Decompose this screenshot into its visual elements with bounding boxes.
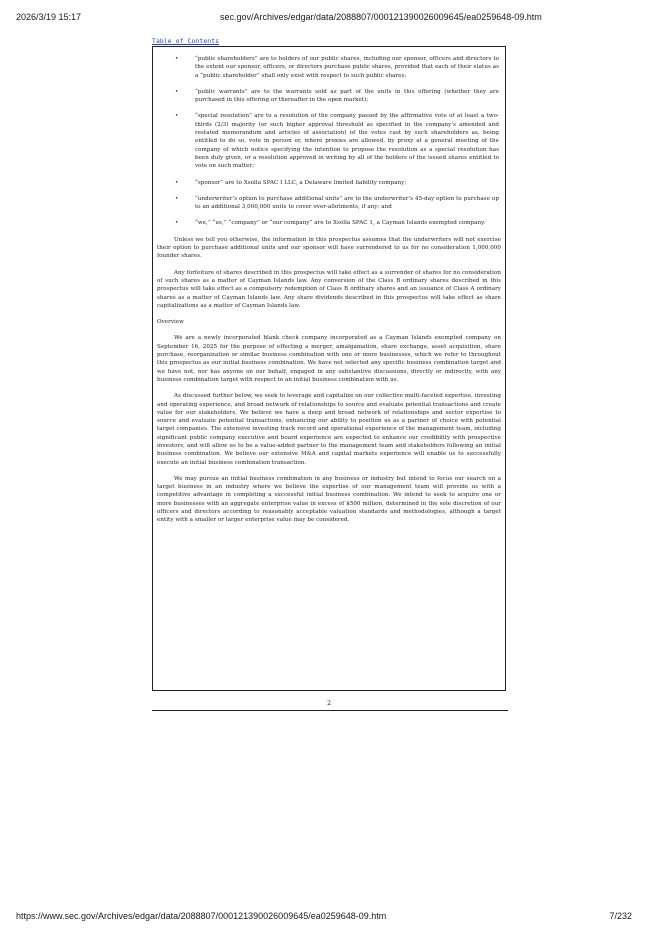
definition-bullet bbox=[157, 88, 501, 105]
page-divider bbox=[152, 710, 508, 711]
page-number: 2 bbox=[327, 700, 331, 707]
definition-bullet bbox=[157, 195, 501, 212]
table-of-contents-link[interactable]: Table of Contents bbox=[152, 37, 220, 45]
overview-heading: Overview bbox=[157, 319, 184, 326]
definition-bullet bbox=[157, 219, 501, 227]
print-timestamp: 2026/3/19 15:17 bbox=[16, 12, 82, 22]
definition-bullet bbox=[157, 179, 501, 187]
bullet-text: “we,” “us,” “company” or “our company” are to Xsolla SPAC 1, a Cayman Islands exempted company. bbox=[195, 220, 486, 227]
overview-paragraph: We may pursue an initial business combination in any business or industry but intend to focus our search on a target business in an industry where we believe the expertise of our management team will provide us with a competitive advantage in completing a successful initial business combination. We intend to seek to acquire one or more businesses with an aggregate enterprise value in excess of $500 million, determined in the sole discretion of our officers and directors according to reasonably acceptable valuation standards and methodologies, although a target entity with a smaller or larger enterprise value may be considered. bbox=[157, 475, 501, 524]
bullet-text: “public shareholders” are to holders of our public shares, including our sponsor, officers and directors to the extent our sponsor, officers, or directors purchase public shares, provided that each of their status as a “public shareholder” shall only exist with respect to such public shares; bbox=[195, 56, 499, 79]
bullet-text: “sponsor” are to Xsolla SPAC I LLC, a Delaware limited liability company; bbox=[195, 179, 407, 186]
bullet-icon: • bbox=[175, 195, 179, 202]
bullet-text: “underwriter’s option to purchase additional units” are to the underwriter’s 45-day option to purchase up to an additional 3,000,000 units to cover over-allotments, if any; and bbox=[195, 195, 499, 211]
intro-paragraph: Unless we tell you otherwise, the information in this prospectus assumes that the underwriters will not exercise their option to purchase additional units and our sponsor will have surrendered to us for no consideration 1,000,000 founder shares. bbox=[157, 236, 501, 260]
print-page-count: 7/232 bbox=[609, 911, 632, 921]
print-footer-url: https://www.sec.gov/Archives/edgar/data/2088807/000121390026009645/ea0259648-09.htm bbox=[16, 911, 387, 921]
print-header-url: sec.gov/Archives/edgar/data/2088807/000121390026009645/ea0259648-09.htm bbox=[220, 12, 542, 22]
bullet-icon: • bbox=[175, 113, 179, 120]
bullet-text: “special resolution” are to a resolution of the company passed by the affirmative vote of at least a two-thirds (2/3) majority (or such higher approval threshold as specified in the company’s amended and restated memorandum and articles of association) of the votes cast by such shareholders as, being entitled to do so, vote in person or, where proxies are allowed, by proxy at a general meeting of the company of which notice specifying the intention to propose the resolution as a special resolution has been duly given, or a resolution approved in writing by all of the holders of the issued shares entitled to vote on such matter; bbox=[195, 113, 499, 170]
bullet-icon: • bbox=[175, 56, 179, 62]
definition-bullet bbox=[157, 112, 501, 170]
definition-bullet bbox=[157, 55, 501, 80]
overview-paragraph: As discussed further below, we seek to leverage and capitalize on our collective multi-faceted expertise, investing and operating experience, and broad network of relationships to source and evaluate potential transactions and create value for our stakeholders. We believe we have a deep and broad network of relationships and sector expertise to source and evaluate potential transactions, enhancing our ability to position us as a partner of choice with potential target companies. The extensive investing track record and operational experience of the management team, including significant public company executive and board experience are expected to enhance our credibility with prospective investors, and will allow us to be a value-added partner to the management team and stakeholders following an initial business combination. We believe our extensive M&A and capital markets experience will enable us to successfully execute an initial business combination transaction. bbox=[157, 393, 501, 466]
bullet-icon: • bbox=[175, 179, 179, 186]
prospectus-page-content bbox=[152, 46, 506, 691]
bullet-icon: • bbox=[175, 220, 179, 227]
bullet-icon: • bbox=[175, 88, 179, 95]
intro-paragraph: Any forfeiture of shares described in this prospectus will take effect as a surrender of shares for no consideration of such shares as a matter of Cayman Islands law. Any conversion of the Class B ordinary shares described in this prospectus will take effect as a compulsory redemption of Class B ordinary shares and an issuance of Class A ordinary shares as a matter of Cayman Islands law. Any share dividends described in this prospectus will take effect as share capitalizations as a matter of Cayman Islands law. bbox=[157, 269, 501, 309]
overview-paragraph: We are a newly incorporated blank check company incorporated as a Cayman Islands exempted company on September 16, 2025 for the purpose of effecting a merger, amalgamation, share exchange, asset acquisition, share purchase, reorganization or similar business combination with one or more businesses, which we refer to throughout this prospectus as our initial business combination. We have not selected any specific business combination target and we have not, nor has anyone on our behalf, engaged in any substantive discussions, directly or indirectly, with any business combination target with respect to an initial business combination with us. bbox=[157, 335, 501, 383]
print-footer bbox=[0, 911, 662, 925]
bullet-text: “public warrants” are to the warrants sold as part of the units in this offering (whether they are purchased in this offering or thereafter in the open market); bbox=[195, 88, 499, 104]
print-header bbox=[0, 12, 662, 26]
